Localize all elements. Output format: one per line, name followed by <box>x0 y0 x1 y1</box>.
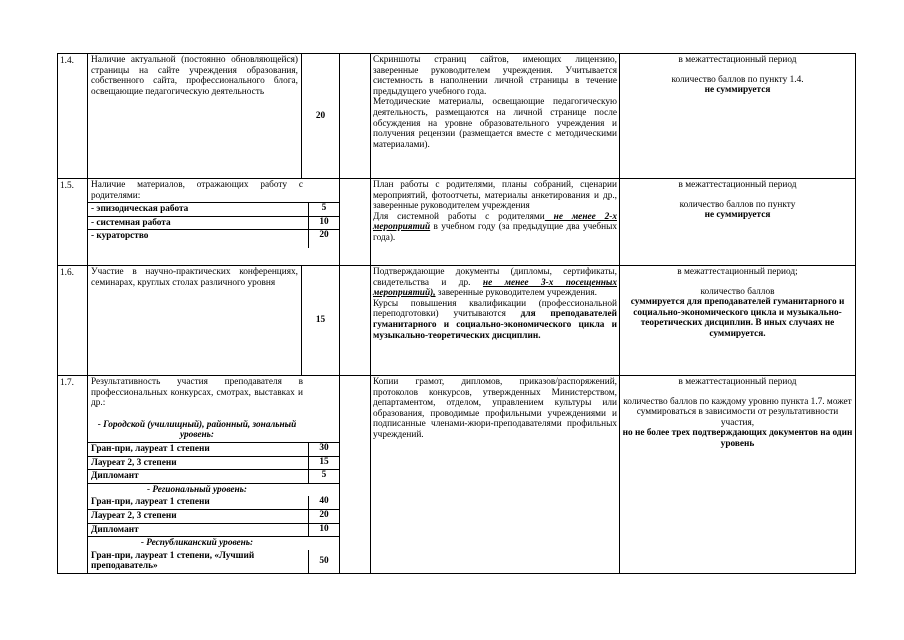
subitem-row <box>88 523 339 537</box>
points-cell: 15 <box>302 266 340 376</box>
subitem-points: 10 <box>308 524 339 537</box>
empty-cell <box>340 266 371 376</box>
documents-text-part: Для системной работы с родителями <box>373 211 545 222</box>
subitem-label: Гран-при, лауреат 1 степени <box>91 497 210 508</box>
subitem-points: 15 <box>308 457 339 470</box>
subitem-row <box>88 202 339 216</box>
documents-emphasis: для преподавателей гуманитарного и социально-экономического цикла и музыкально-теоретических дисциплин. <box>373 309 617 341</box>
subitem-points: 50 <box>308 550 339 573</box>
subitem-points: 20 <box>308 510 339 523</box>
note-cell <box>620 376 856 574</box>
documents-cell <box>371 54 620 179</box>
note-period: в межаттестационный период; <box>677 267 798 277</box>
subitem-label: - кураторство <box>91 231 149 242</box>
documents-text-part: Курсы повышения квалификации (профессиональной переподготовки) учитываются <box>373 298 617 320</box>
empty-cell <box>340 54 371 179</box>
documents-emphasis: не менее 3-х посещенных мероприятий), <box>373 277 617 299</box>
row-number: 1.5. <box>58 179 88 266</box>
subitem-row <box>88 496 339 509</box>
subitem-points: 5 <box>308 203 339 216</box>
documents-text <box>373 267 617 299</box>
subitem-points: 10 <box>308 217 339 230</box>
empty-cell <box>340 376 371 574</box>
criterion-text: Результативность участия преподавателя в профессиональных конкурсах, смотрах, выставках и др.: <box>91 377 303 409</box>
documents-cell <box>371 266 620 376</box>
row-number: 1.4. <box>58 54 88 179</box>
criterion-text: Наличие материалов, отражающих работу с родителями: <box>91 180 303 201</box>
note-cell <box>620 266 856 376</box>
documents-text: Скриншоты страниц сайтов, имеющих лицензию, заверенные руководителем учреждения. Учитывается системность в наполнении личной страницы в течение предыдущего учебного года. <box>373 55 617 97</box>
criterion-text: Наличие актуальной (постоянно обновляющейся) страницы на сайте учреждения образования, собственного сайта, профессионального блога, освещающие педагогическую деятельность <box>91 55 298 97</box>
subitem-points: 40 <box>308 496 339 509</box>
documents-text-part: в учебном году (за предыдущие два учебных года). <box>373 222 617 243</box>
documents-emphasis: не менее 2-х мероприятий <box>373 211 617 233</box>
note-cell <box>620 179 856 266</box>
table-row <box>58 54 856 179</box>
subitem-row <box>88 509 339 523</box>
criterion-cell <box>88 376 340 574</box>
empty-cell <box>340 179 371 266</box>
subitem-row <box>88 229 339 248</box>
subitem-row <box>88 216 339 230</box>
note-text: количество баллов <box>700 286 775 297</box>
subitem-label: - системная работа <box>91 217 171 228</box>
subitem-points: 20 <box>308 230 339 248</box>
row-number: 1.6. <box>58 266 88 376</box>
criterion-cell <box>88 54 302 179</box>
note-text: количество баллов по пункту <box>679 199 796 210</box>
documents-text: План работы с родителями, планы собраний, сценарии мероприятий, фотоотчеты, материалы анкетирования и др., заверенные руководителем учреждения <box>373 180 617 212</box>
note-emphasis: не суммируется <box>704 210 771 221</box>
criteria-table <box>57 53 856 574</box>
subitem-points: 5 <box>308 470 339 483</box>
criterion-text: Участие в научно-практических конференциях, семинарах, круглых столах различного уровня <box>91 267 298 288</box>
subitem-row <box>88 456 339 470</box>
note-emphasis: суммируется для преподавателей гуманитарного и социально-экономического цикла и музыкально-теоретических дисциплин. В иных случаях не суммируется. <box>630 297 845 339</box>
documents-text <box>373 212 617 244</box>
subitem-label: Дипломант <box>91 471 139 482</box>
note-period: в межаттестационный период <box>678 180 797 190</box>
table-row <box>58 179 856 266</box>
table-row <box>58 266 856 376</box>
subitem-row <box>88 442 339 456</box>
subitem-label: Лауреат 2, 3 степени <box>91 457 177 468</box>
documents-text-part: заверенные руководителем учреждения. <box>435 288 597 299</box>
note-period: в межаттестационный период <box>678 55 797 65</box>
level-title: - Региональный уровень: <box>88 483 339 497</box>
row-number: 1.7. <box>58 376 88 574</box>
level-title: - Республиканский уровень: <box>88 536 339 550</box>
subitem-label: Гран-при, лауреат 1 степени <box>91 443 210 454</box>
documents-text-part: Подтверждающие документы (дипломы, сертификаты, свидетельства и др. <box>373 267 617 288</box>
documents-text: Методические материалы, освещающие педагогическую деятельность, размещаются на личной странице после обсуждения на уровне образовательного учреждения и получения рецензии (размещается вместе с методическими материалами). <box>373 97 617 150</box>
documents-text: Копии грамот, дипломов, приказов/распоряжений, протоколов конкурсов, утвержденных Министерством, департаментом, отделом, управлением культуры или образования, проводимые профильными учреждениями и подписанные членами-жюри-преподавателями профильных учреждений. <box>373 377 617 440</box>
subitem-label: Лауреат 2, 3 степени <box>91 510 177 521</box>
documents-cell <box>371 179 620 266</box>
note-text: количество баллов по пункту 1.4. <box>671 74 804 85</box>
subitem-row <box>88 469 339 483</box>
level-title: - Городской (училищный), районный, зональный уровень: <box>97 419 297 441</box>
subitem-label: Дипломант <box>91 524 139 535</box>
subitem-label: - эпизодическая работа <box>91 204 189 215</box>
subitem-row <box>88 550 339 573</box>
points-cell: 20 <box>302 54 340 179</box>
note-emphasis: но не более трех подтверждающих документов на один уровень <box>622 428 853 449</box>
documents-text <box>373 299 617 341</box>
documents-cell <box>371 376 620 574</box>
note-emphasis: не суммируется <box>704 85 771 96</box>
subitem-label: Гран-при, лауреат 1 степени, «Лучший преподаватель» <box>91 550 255 572</box>
subitem-points: 30 <box>308 443 339 456</box>
table-row <box>58 376 856 574</box>
note-period: в межаттестационный период <box>678 377 797 387</box>
criterion-cell <box>88 266 302 376</box>
note-text: количество баллов по каждому уровню пункта 1.7. может суммироваться в зависимости от результативности участия, <box>623 396 852 428</box>
note-cell <box>620 54 856 179</box>
criterion-cell <box>88 179 340 266</box>
